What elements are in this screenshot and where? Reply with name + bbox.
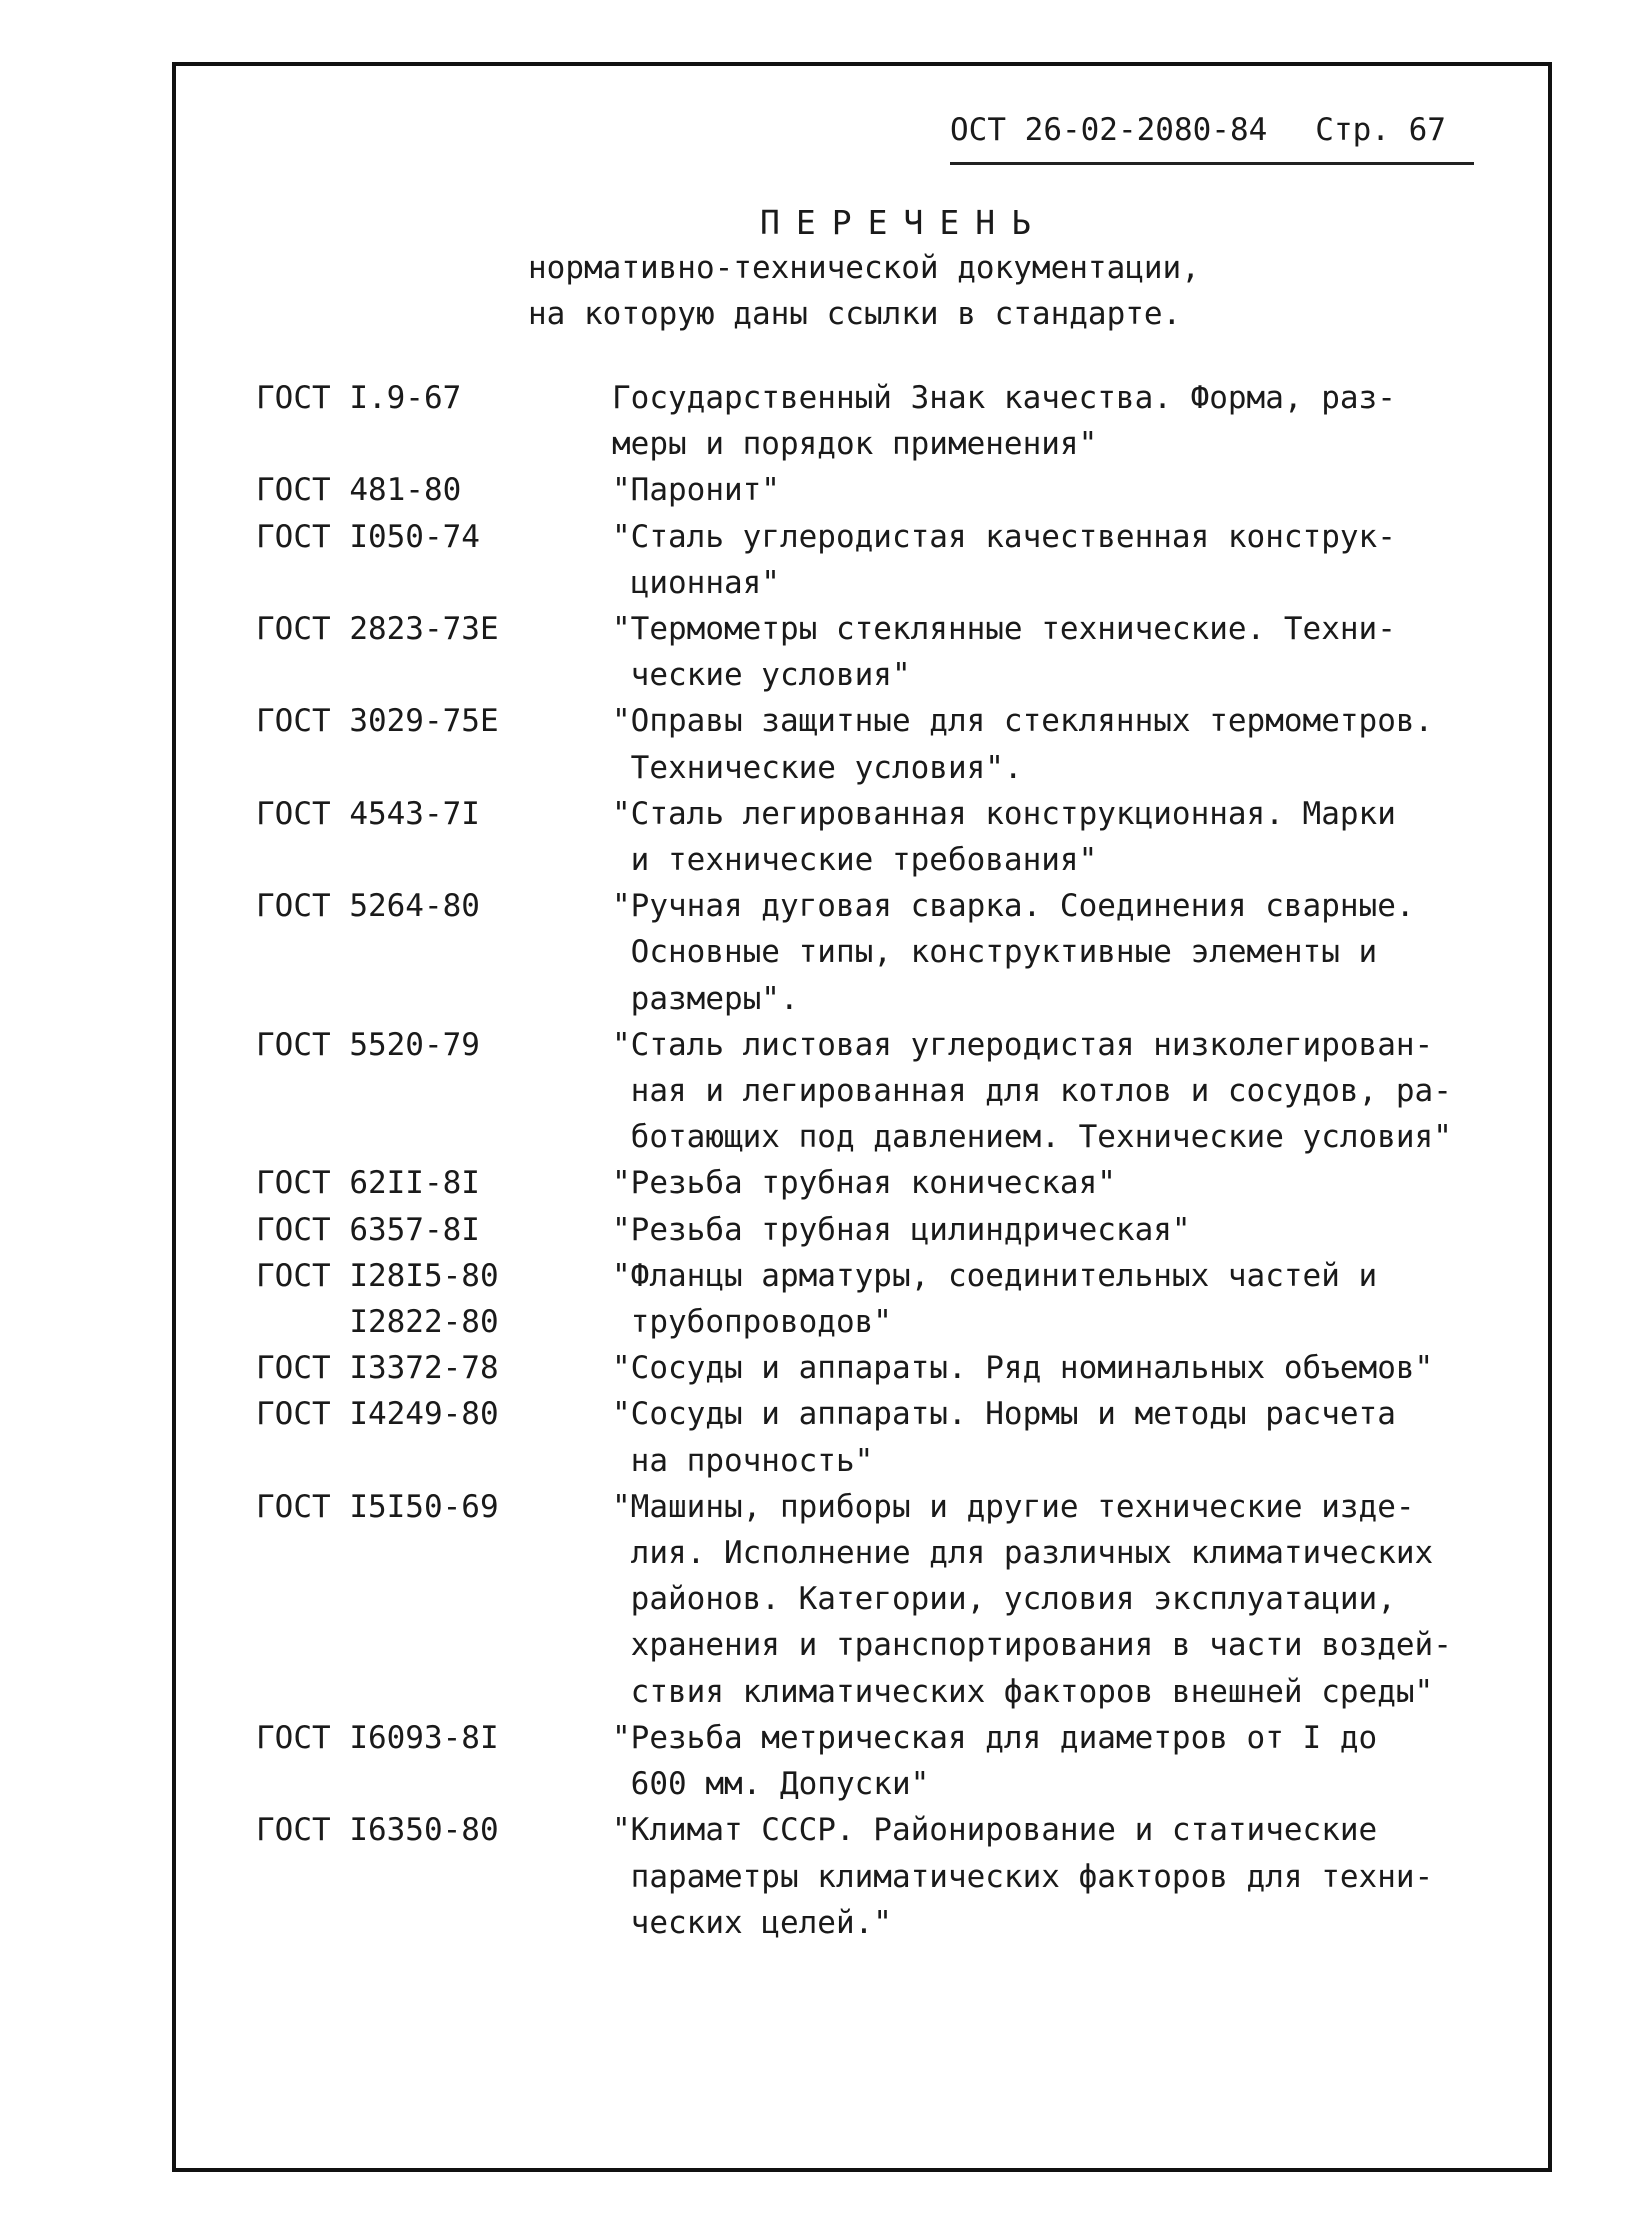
standard-code: ГОСТ 5264-80 (256, 888, 480, 925)
standard-title: "Фланцы арматуры, соединительных частей и трубопроводов" (612, 1257, 1378, 1341)
standard-code: ГОСТ I5I50-69 (256, 1488, 499, 1525)
standard-code: ГОСТ I6350-80 (256, 1812, 499, 1849)
list-item (256, 1022, 1496, 1161)
standard-code: ГОСТ I4249-80 (256, 1396, 499, 1433)
standard-title: "Резьба трубная коническая" (612, 1165, 1116, 1202)
list-subtitle-line-2: на которую даны ссылки в стандарте. (528, 296, 1182, 332)
list-item (256, 606, 1496, 698)
standard-code: ГОСТ I28I5-80 I2822-80 (256, 1257, 499, 1341)
standard-title: "Климат СССР. Районирование и статические параметры климатических факторов для техни- ческих целей." (612, 1812, 1434, 1941)
page-number: Стр. 67 (1315, 112, 1446, 148)
standard-title: "Резьба метрическая для диаметров от I до 600 мм. Допуски" (612, 1719, 1378, 1803)
standard-title: "Сосуды и аппараты. Нормы и методы расчета на прочность" (612, 1396, 1396, 1479)
standard-title: "Резьба трубная цилиндрическая" (612, 1211, 1191, 1248)
list-item (256, 791, 1496, 883)
standard-title: Государственный Знак качества. Форма, раз- меры и порядок применения" (612, 380, 1396, 463)
list-item (256, 1807, 1496, 1946)
standard-code: ГОСТ 6357-8I (256, 1211, 480, 1248)
list-title: ПЕРЕЧЕНЬ (760, 203, 1047, 242)
list-subtitle-line-1: нормативно-технической документации, (528, 250, 1200, 286)
standard-code: ГОСТ I3372-78 (256, 1350, 499, 1387)
standard-title: "Термометры стеклянные технические. Техни- ческие условия" (612, 611, 1396, 694)
standard-code: ГОСТ I6093-8I (256, 1719, 499, 1756)
list-item (256, 1715, 1496, 1807)
list-item (256, 1207, 1496, 1253)
standard-code: ГОСТ 2823-73Е (256, 611, 499, 648)
standard-title: "Сосуды и аппараты. Ряд номинальных объемов" (612, 1350, 1434, 1387)
standard-title: "Машины, приборы и другие технические изде- лия. Исполнение для различных климатических районов. Категории, условия эксплуатации, хранения и транспортирования в части воздей- ствия климатических факторов внешней среды" (612, 1488, 1452, 1710)
standard-code: ГОСТ 62II-8I (256, 1165, 480, 1202)
list-item (256, 467, 1496, 513)
list-item (256, 514, 1496, 606)
standard-title: "Сталь легированная конструкционная. Марки и технические требования" (612, 795, 1396, 879)
list-item (256, 1345, 1496, 1391)
standard-code: ГОСТ 481-80 (256, 472, 462, 509)
list-item (256, 375, 1496, 467)
standard-title: "Ручная дуговая сварка. Соединения сварные. Основные типы, конструктивные элементы и размеры". (612, 888, 1415, 1017)
standard-code: ГОСТ 5520-79 (256, 1026, 480, 1063)
standard-title: "Оправы защитные для стеклянных термометров. Технические условия". (612, 703, 1434, 786)
list-item (256, 1160, 1496, 1206)
standard-code: ГОСТ I.9-67 (256, 380, 462, 416)
standard-title: "Сталь листовая углеродистая низколегирован- ная и легированная для котлов и сосудов, ра- ботающих под давлением. Технические условия" (612, 1026, 1452, 1156)
standard-code: ГОСТ 3029-75Е (256, 703, 499, 740)
document-code: ОСТ 26-02-2080-84 (950, 112, 1268, 148)
list-item (256, 1484, 1496, 1715)
list-item (256, 883, 1496, 1022)
reference-list (256, 375, 1496, 1946)
header-underline (950, 162, 1474, 165)
standard-title: "Сталь углеродистая качественная конструк- циoнная" (612, 518, 1396, 601)
standard-code: ГОСТ I050-74 (256, 518, 480, 555)
list-item (256, 1391, 1496, 1483)
standard-code: ГОСТ 4543-7I (256, 795, 480, 832)
list-item (256, 1253, 1496, 1345)
standard-title: "Паронит" (612, 472, 780, 509)
list-item (256, 698, 1496, 790)
document-header (950, 112, 1446, 148)
